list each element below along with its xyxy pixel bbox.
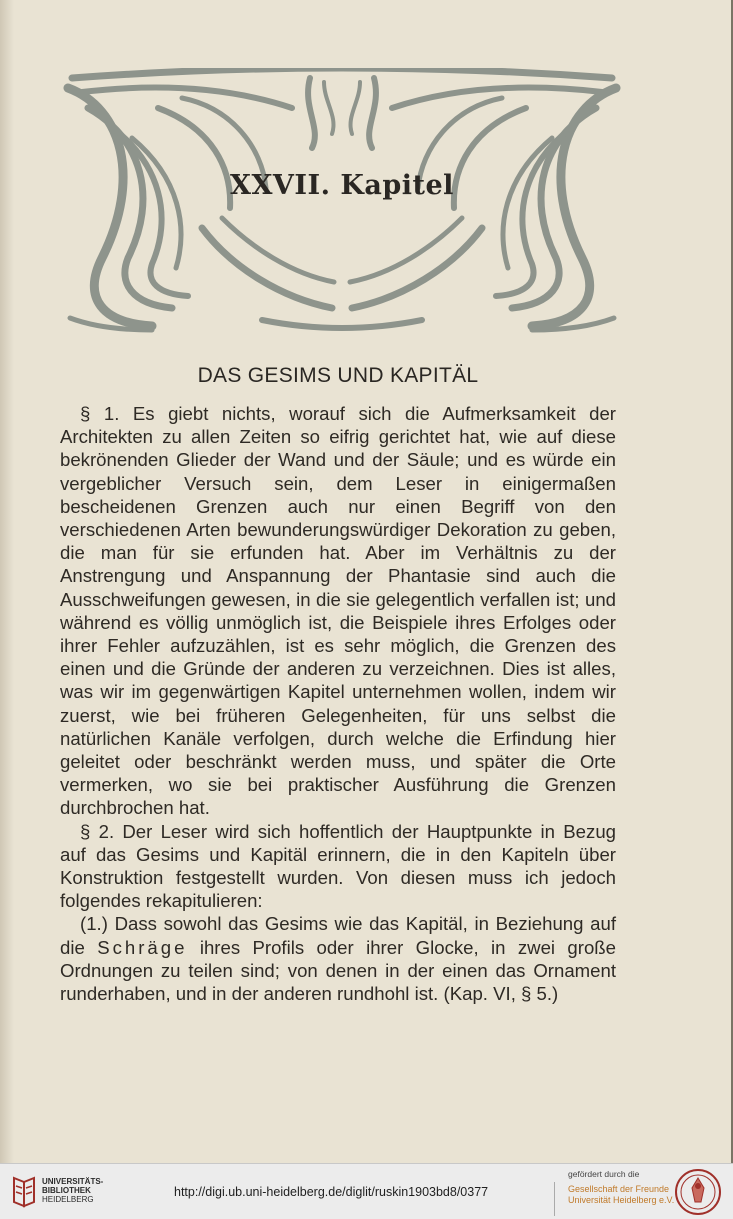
library-name-line-1: UNIVERSITÄTS- <box>42 1177 104 1186</box>
paragraph-2: § 2. Der Leser wird sich hoffentlich der Hauptpunkte in Bezug auf das Gesims und Kapitäl erinnern, die in den Kapiteln über Konstruktion festgestellt wurden. Von diesen muss ich jedoch folgendes rekapitulieren: <box>60 820 616 912</box>
chapter-title: XXVII. Kapitel <box>230 170 454 201</box>
university-seal-icon[interactable] <box>674 1168 722 1216</box>
permalink-url[interactable]: http://digi.ub.uni-heidelberg.de/diglit/ruskin1903bd8/0377 <box>174 1185 489 1199</box>
paragraph-3 <box>60 912 616 1005</box>
sponsor-label: gefördert durch die <box>568 1169 640 1179</box>
page-gutter-shadow <box>0 0 14 1163</box>
library-logo-icon[interactable] <box>10 1174 38 1210</box>
art-nouveau-ornament-icon <box>62 68 622 338</box>
body-text <box>60 402 616 1005</box>
digitization-footer <box>0 1163 733 1219</box>
paragraph-3-start: (1.) Dass sowohl das Gesims wie das Kapitäl, in Beziehung auf die <box>60 913 616 958</box>
library-name-line-3: HEIDELBERG <box>42 1195 94 1204</box>
sponsor-divider <box>554 1182 555 1216</box>
sponsor-name-line-1: Gesellschaft der Freunde <box>568 1184 670 1194</box>
section-heading: DAS GESIMS UND KAPITÄL <box>197 364 479 387</box>
library-name-line-2: BIBLIOTHEK <box>42 1186 91 1195</box>
paragraph-3-end: ihres Profils oder ihrer Glocke, in zwei große Ordnungen zu teilen sind; von denen in der einen das Ornament runderhaben, und in der anderen rundhohl ist. (Kap. VI, § 5.) <box>60 936 616 1005</box>
paragraph-1: § 1. Es giebt nichts, worauf sich die Aufmerksamkeit der Architekten zu allen Zeiten so eifrig gerichtet hat, wie auf diese bekrönenden Glieder der Wand und der Säule; und es würde ein vergeblicher Versuch sein, dem Leser in einigermaßen bescheidenen Grenzen auch nur einen Begriff von den verschiedenen Arten bewunderungswürdiger Dekoration zu geben, die man für sie erfunden hat. Aber im Verhältnis zu der Anstrengung und Anspannung der Phantasie sind auch die Ausschweifungen gewesen, in die sie gelegentlich verfallen ist; und während es völlig unmöglich ist, die Beispiele ihres Erfolges oder ihrer Fehler aufzuzählen, ist es sehr möglich, die Grenzen des einen und die Gründe der anderen zu verzeichnen. Dies ist alles, was wir im gegenwärtigen Kapitel unternehmen wollen, indem wir zuerst, wie bei früheren Gelegenheiten, für uns selbst die natürlichen Kanäle verfolgen, durch welche die Erfindung hier geleitet oder beschränkt werden muss, und später die Orte vermerken, wo sie bei praktischer Ausführung die Grenzen durchbrochen hat. <box>60 403 616 819</box>
spaced-emphasis: Schräge <box>97 936 188 958</box>
sponsor-name-line-2: Universität Heidelberg e.V. <box>568 1195 675 1205</box>
library-name[interactable] <box>42 1177 103 1204</box>
sponsor-name[interactable] <box>568 1184 674 1206</box>
